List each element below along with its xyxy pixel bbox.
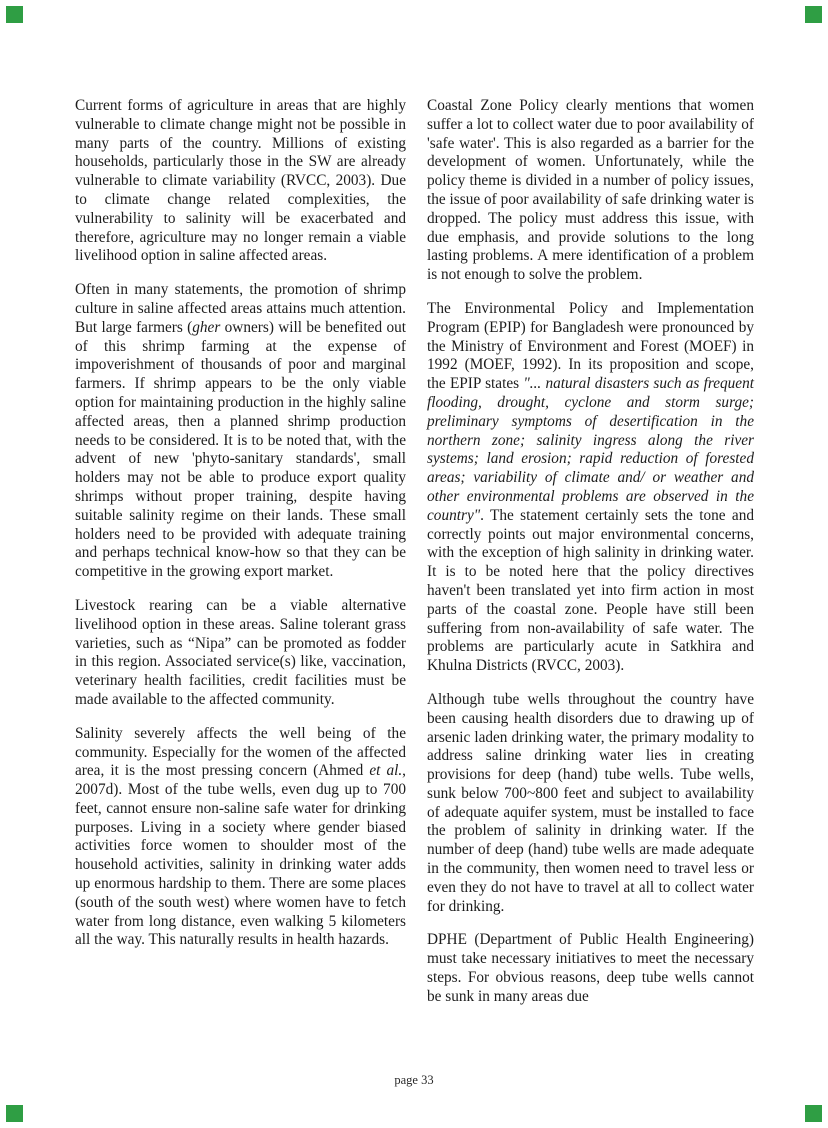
paragraph — [75, 281, 406, 582]
paragraph — [427, 97, 754, 285]
text-run: The Environmental Policy and Implementation Program (EPIP) for Bangladesh were pronounced by the Ministry of Environment and Forest (MOEF) in 1992 (MOEF, 1992). In its proposition and scope, the EPIP states — [427, 299, 754, 393]
left-column — [75, 97, 406, 965]
corner-marker-top-right — [805, 6, 822, 23]
text-run: Salinity severely affects the well being of the community. Especially for the women of the affected area, it is the most pressing concern (Ahmed — [75, 724, 406, 780]
text-run: Often in many statements, the promotion of shrimp culture in saline affected areas attains much attention. But large farmers ( — [75, 281, 406, 336]
paragraph — [427, 931, 754, 1006]
text-run: DPHE (Department of Public Health Engineering) must take necessary initiatives to meet the necessary steps. For obvious reasons, deep tube wells cannot be sunk in many areas due — [427, 931, 754, 1005]
corner-marker-top-left — [6, 6, 23, 23]
italic-text-run: "... natural disasters such as frequent flooding, drought, cyclone and storm surge; preliminary symptoms of desertification in the northern zone; salinity ingress along the river systems; land erosion; rapid reduction of forested areas; variability of climate and/ or weather and other environmental problems are observed in the country" — [427, 375, 754, 524]
paragraph — [75, 725, 406, 951]
right-column — [427, 97, 754, 1022]
text-run: owners) will be benefited out of this shrimp farming at the expense of impoverishment of thousands of poor and marginal farmers. If shrimp appears to be the only viable option for maintaining production in the highly saline affected areas, then a planned shrimp production needs to be considered. It is to be noted that, with the advent of new 'phyto-sanitary standards', small holders may not be able to produce export quality shrimps without proper training, despite having suitable salinity regime on their lands. These small holders need to be provided with adequate training and perhaps technical know-how so that they can be competitive in the growing export market. — [75, 318, 406, 581]
text-run: Livestock rearing can be a viable alternative livelihood option in these areas. Saline tolerant grass varieties, such as “Nipa” can be promoted as fodder in this region. Associated service(s) like, vaccination, veterinary health facilities, credit facilities must be made available to the affected community. — [75, 596, 406, 708]
text-run: Although tube wells throughout the country have been causing health disorders due to drawing up of arsenic laden drinking water, the primary modality to address saline drinking water lies in creating provisions for deep (hand) tube wells. Tube wells, sunk below 700~800 feet and subject to availability of adequate aquifer system, must be installed to face the problem of salinity in drinking water. If the number of deep (hand) tube wells are made adequate in the community, then women need to travel less or even they do not have to travel at all to collect water for drinking. — [427, 690, 754, 915]
text-run: , 2007d). Most of the tube wells, even dug up to 700 feet, cannot ensure non-saline safe water for drinking purposes. Living in a society where gender biased activities force women to shoulder most of the household activities, salinity in drinking water adds up enormous hardship to them. There are some places (south of the south west) where women have to fetch water from long distance, even walking 5 kilometers all the way. This naturally results in health hazards. — [75, 762, 406, 949]
text-run: Coastal Zone Policy clearly mentions that women suffer a lot to collect water due to poor availability of 'safe water'. This is also regarded as a barrier for the development of women. Unfortunately, while the policy theme is divided in a number of policy issues, the issue of poor availability of safe drinking water is dropped. The policy must address this issue, with due emphasis, and provide solutions to the long lasting problems. A mere identification of a problem is not enough to solve the problem. — [427, 97, 754, 284]
paragraph — [75, 97, 406, 266]
page-number: page 33 — [394, 1073, 434, 1087]
text-run: . The statement certainly sets the tone and correctly points out major environmental concerns, with the exception of high salinity in drinking water. It is to be noted here that the policy directives haven't been translated yet into firm action in most parts of the coastal zone. People have still been suffering from non-availability of safe water. The problems are particularly acute in Satkhira and Khulna Districts (RVCC, 2003). — [427, 506, 754, 675]
text-run: Current forms of agriculture in areas that are highly vulnerable to climate change might not be possible in many parts of the country. Millions of existing households, particularly those in the SW are already vulnerable to climate variability (RVCC, 2003). Due to climate change related complexities, the vulnerability to salinity will be exacerbated and therefore, agriculture may no longer remain a viable livelihood option in saline affected areas. — [75, 97, 406, 265]
corner-marker-bottom-left — [6, 1105, 23, 1122]
paragraph — [427, 300, 754, 676]
italic-text-run: gher — [192, 318, 221, 336]
paragraph — [427, 691, 754, 917]
italic-text-run: et al. — [369, 762, 403, 780]
corner-marker-bottom-right — [805, 1105, 822, 1122]
paragraph — [75, 597, 406, 710]
